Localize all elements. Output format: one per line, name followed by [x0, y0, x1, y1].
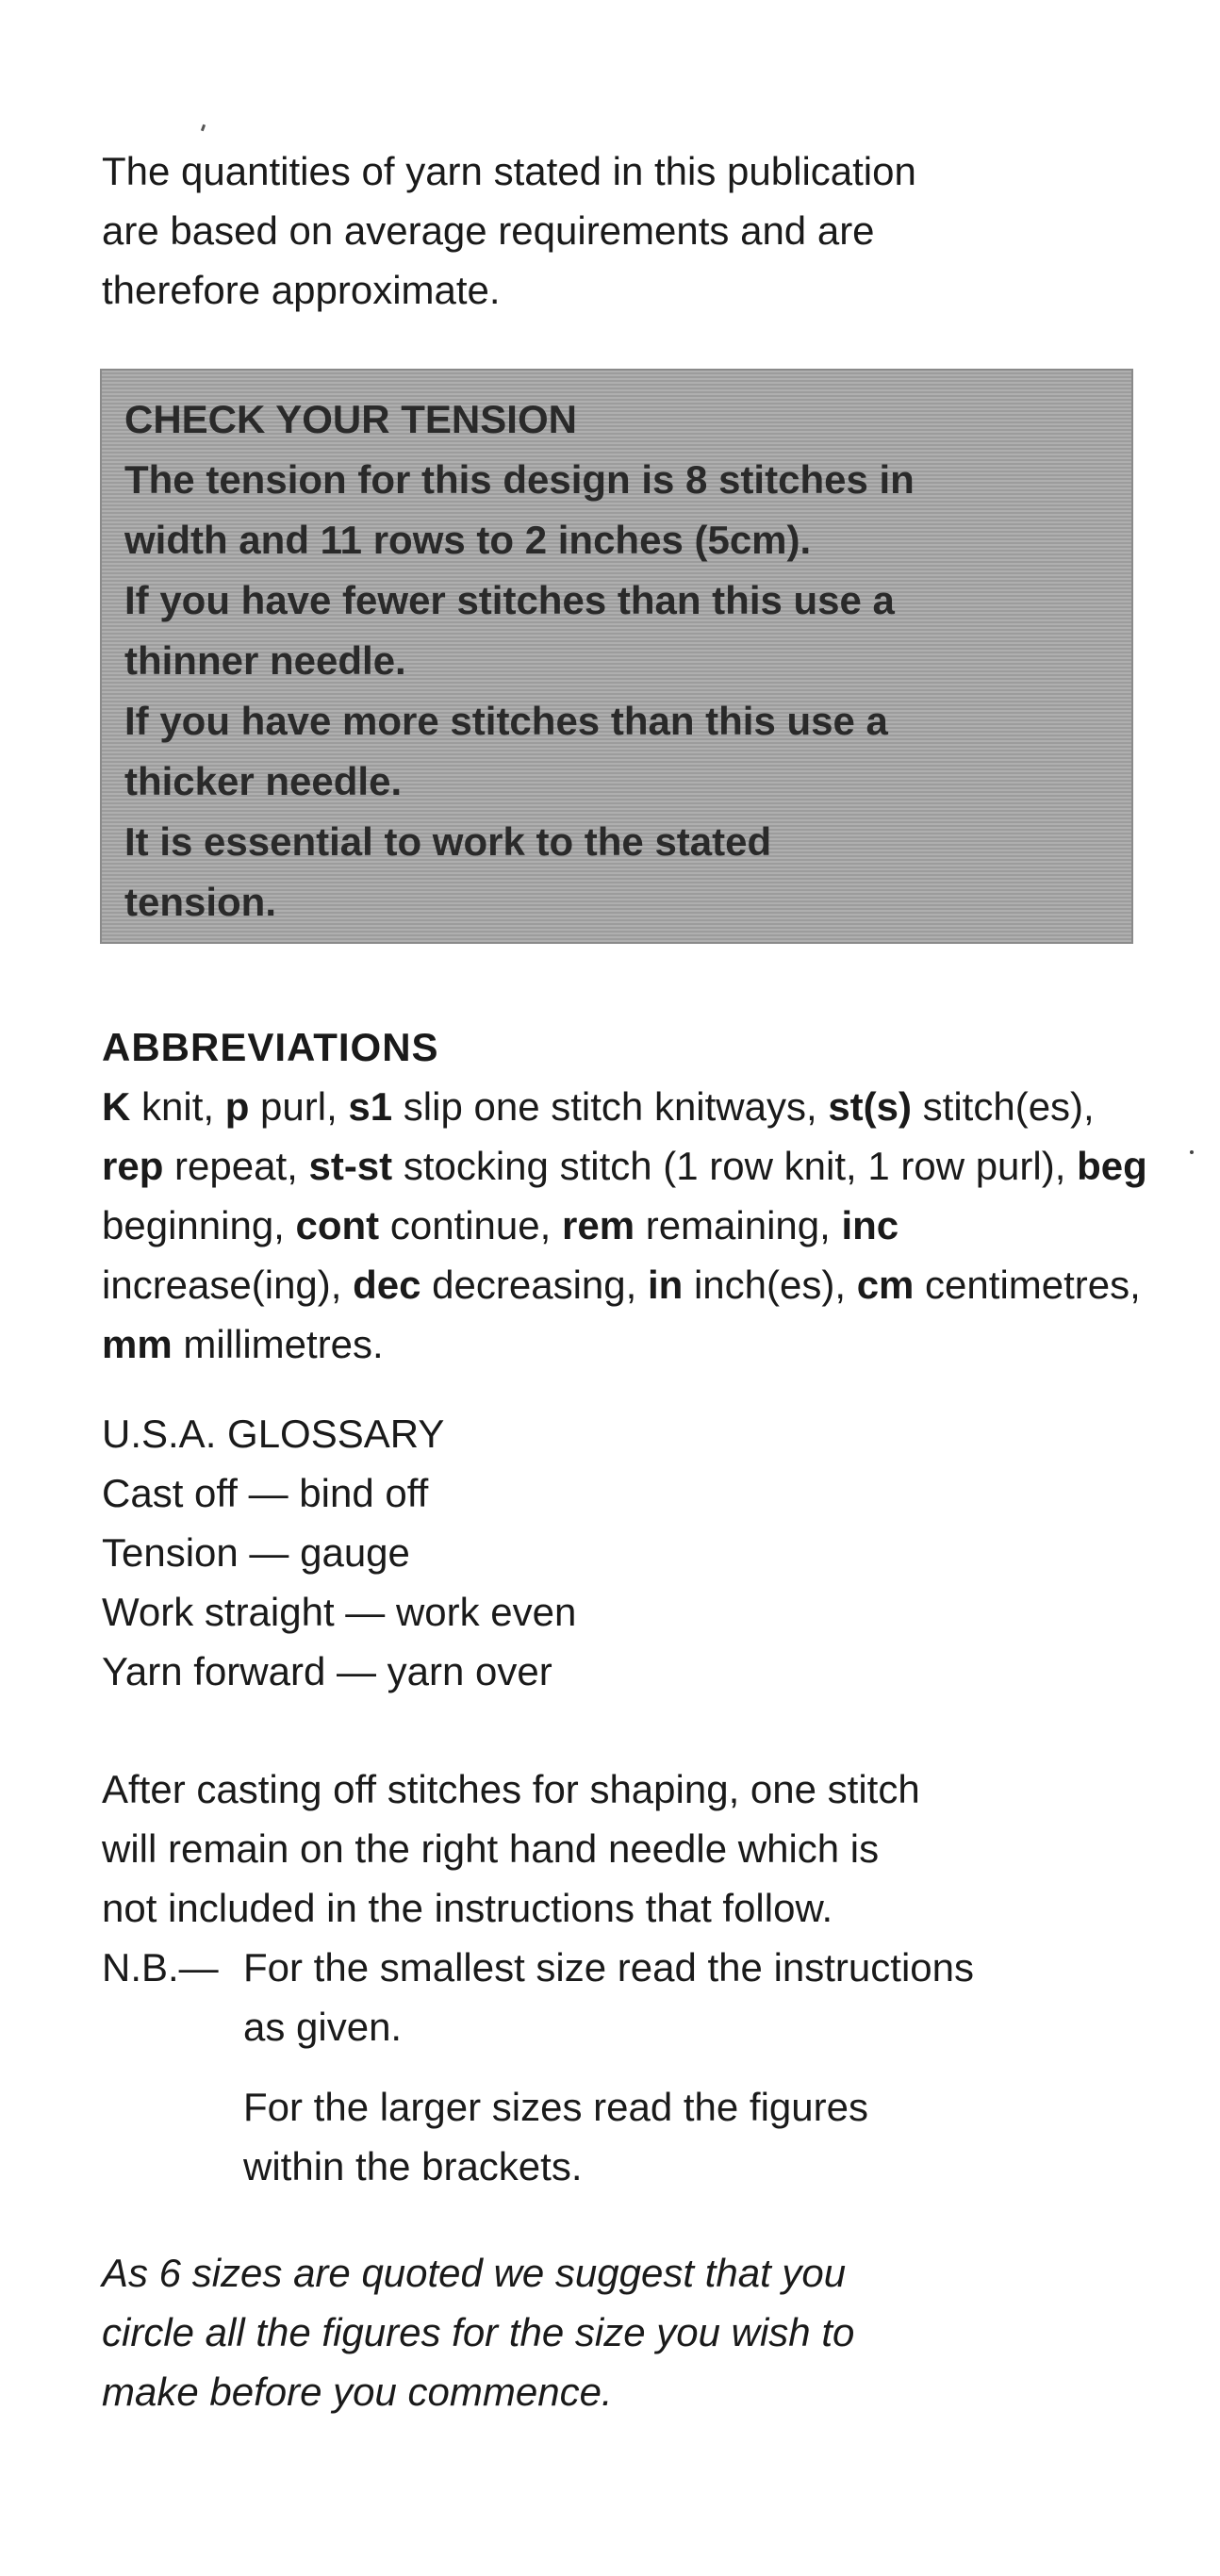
tension-line: If you have fewer stitches than this use a [124, 578, 895, 622]
closing-line: circle all the figures for the size you wish to [102, 2310, 855, 2354]
abbr-meaning: continue, [379, 1203, 562, 1247]
intro-line: are based on average requirements and are [102, 208, 875, 253]
abbr-meaning: centimetres, [914, 1263, 1141, 1307]
nb-note [102, 1938, 1148, 2056]
abbreviations-list [102, 1077, 1148, 1374]
yarn-quantity-note [102, 141, 1148, 320]
abbr-term: st(s) [828, 1084, 913, 1129]
abbr-meaning: decreasing, [420, 1263, 648, 1307]
abbr-term: rem [561, 1203, 635, 1247]
casting-off-note: not included in the instructions that follow. [102, 1886, 833, 1930]
casting-off-note: will remain on the right hand needle which is [102, 1826, 880, 1871]
glossary-title: U.S.A. GLOSSARY [102, 1412, 445, 1456]
abbr-term: st-st [308, 1144, 393, 1188]
tension-line: The tension for this design is 8 stitches in [124, 457, 915, 502]
abbr-term: beg [1077, 1144, 1147, 1188]
tension-line: thicker needle. [124, 759, 403, 803]
abbr-term: cm [856, 1263, 915, 1307]
glossary-item: Cast off — bind off [102, 1471, 429, 1515]
abbr-meaning: purl, [249, 1084, 349, 1129]
nb-larger-sizes [243, 2077, 1148, 2196]
tension-line: thinner needle. [124, 638, 406, 683]
glossary-item: Work straight — work even [102, 1590, 577, 1634]
nb-line: as given. [243, 2005, 403, 2049]
abbr-meaning: stitch(es), [912, 1084, 1095, 1129]
instruction-notes [102, 1759, 1148, 2196]
abbr-term: dec [353, 1263, 421, 1307]
nb-line: For the larger sizes read the figures [243, 2085, 868, 2129]
abbr-term: mm [102, 1322, 173, 1366]
abbr-meaning: beginning, [102, 1203, 296, 1247]
usa-glossary [102, 1404, 1148, 1701]
pattern-page [102, 141, 1148, 2421]
intro-line: therefore approximate. [102, 268, 501, 312]
size-advice [102, 2243, 1148, 2421]
tension-line: tension. [124, 880, 277, 924]
casting-off-note: After casting off stitches for shaping, one stitch [102, 1767, 920, 1811]
abbr-meaning: remaining, [635, 1203, 842, 1247]
abbr-meaning: repeat, [163, 1144, 309, 1188]
nb-label: N.B.— [102, 1945, 219, 1990]
print-speck [1190, 1150, 1194, 1154]
abbr-term: in [647, 1263, 684, 1307]
abbr-term: s1 [348, 1084, 393, 1129]
glossary-item: Yarn forward — yarn over [102, 1649, 552, 1693]
tension-line: If you have more stitches than this use a [124, 699, 888, 743]
glossary-item: Tension — gauge [102, 1530, 410, 1575]
abbr-meaning: millimetres. [172, 1322, 384, 1366]
abbr-term: K [102, 1084, 131, 1129]
abbr-meaning: knit, [130, 1084, 225, 1129]
print-speck [201, 124, 206, 132]
tension-heading: CHECK YOUR TENSION [124, 397, 577, 441]
abbr-meaning: inch(es), [683, 1263, 857, 1307]
tension-box [100, 369, 1133, 944]
abbr-term: rep [102, 1144, 164, 1188]
abbr-meaning: increase(ing), [102, 1263, 354, 1307]
tension-line: width and 11 rows to 2 inches (5cm). [124, 518, 812, 562]
closing-line: As 6 sizes are quoted we suggest that you [102, 2251, 847, 2295]
abbr-meaning: slip one stitch knitways, [392, 1084, 829, 1129]
abbr-term: cont [295, 1203, 380, 1247]
closing-line: make before you commence. [102, 2370, 613, 2414]
abbr-term: p [224, 1084, 250, 1129]
abbreviations-title: ABBREVIATIONS [102, 1025, 439, 1069]
abbr-meaning: stocking stitch (1 row knit, 1 row purl), [392, 1144, 1078, 1188]
abbreviations-section [102, 1017, 1148, 1374]
tension-line: It is essential to work to the stated [124, 819, 772, 864]
nb-smallest-size [243, 1938, 1148, 2056]
intro-line: The quantities of yarn stated in this publication [102, 149, 916, 193]
nb-line: For the smallest size read the instructions [243, 1945, 974, 1990]
abbr-term: inc [841, 1203, 899, 1247]
nb-line: within the brackets. [243, 2144, 583, 2188]
